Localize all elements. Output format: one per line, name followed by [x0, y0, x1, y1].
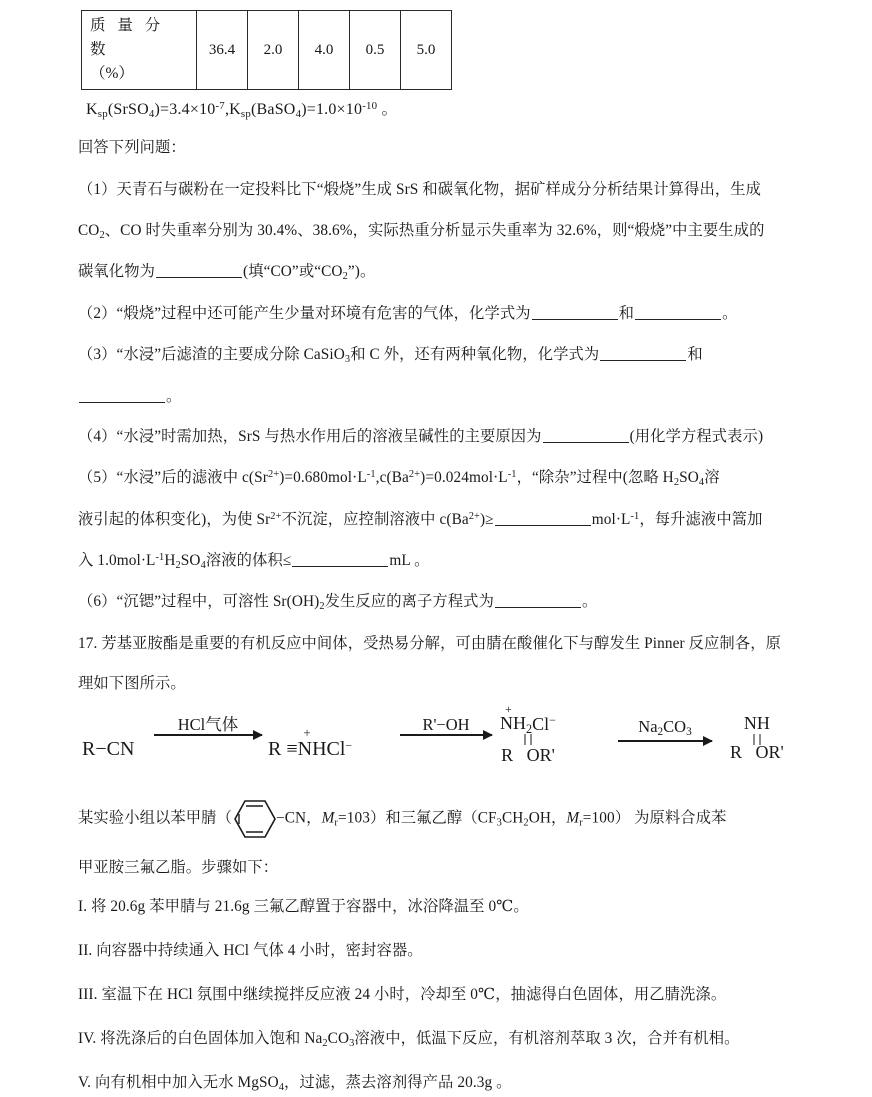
step-II-label: II. — [78, 942, 93, 960]
arrow3-na-sub: 2 — [657, 725, 664, 738]
product-top: NH — [743, 712, 770, 733]
arrow3-na: Na — [638, 716, 658, 736]
q1-line3-b: (填“CO”或“CO — [243, 263, 343, 281]
q3-text-a: （3）“水浸”后滤渣的主要成分除 CaSiO — [78, 345, 345, 363]
ksp-sr-exponent: -7 — [215, 99, 225, 112]
step-III-text: 室温下在 HCl 氛围中继续搅拌反应液 24 小时，冷却至 0℃，抽滤得白色固体，用乙腈洗涤。 — [101, 985, 727, 1003]
q6-text-a: （6）“沉锶”过程中，可溶性 Sr(OH) — [78, 593, 320, 611]
q5-l2-ba-ion: Ba — [451, 510, 469, 528]
scheme-minus-charge: − — [345, 737, 353, 752]
q5-text-d: =0.024mol·L — [425, 469, 508, 487]
product-bottom — [730, 743, 784, 762]
step-I-text: 将 20.6g 苯甲腈与 21.6g 三氟乙醇置于容器中，冰浴降温至 0℃。 — [91, 898, 529, 916]
mass-fraction-table — [81, 10, 452, 90]
species-3-r: R — [501, 745, 514, 766]
q5-l2-sr-charge: 2+ — [270, 510, 282, 522]
arrow-icon — [154, 734, 262, 736]
ksp-line: $K_{sp}(SrSO_4)=3.4\times 10^{-7},K_{sp}(BaSO_4)=1.0\times 10^{-10}$ 。 — [86, 99, 398, 121]
q1-co2-a: CO — [78, 221, 100, 239]
q5-l3-sub1: 2 — [175, 559, 181, 571]
scheme-intermediate: R ≡ + NHCl− — [268, 724, 353, 760]
product-structure — [730, 714, 784, 762]
arrow-icon — [400, 734, 492, 736]
scheme-arrow-2-label: R'−OH — [422, 714, 470, 734]
scheme-arrow-3 — [618, 718, 712, 742]
arrow-icon — [618, 740, 712, 742]
species-3-plus: + — [505, 702, 512, 717]
synthesis-text-a: 某实验小组以苯甲腈（ — [78, 809, 232, 827]
ksp-ba-exponent: -10 — [362, 99, 378, 112]
step-IV-text-a: 将洗涤后的白色固体加入饱和 Na — [100, 1029, 323, 1047]
table-header-cell — [82, 11, 197, 90]
synthesis-line-1 — [78, 798, 858, 840]
q5-l2-a: 液引起的体积变化)，为使 Sr — [78, 510, 271, 528]
species-3-nh-sub: 2 — [526, 721, 533, 736]
question-3-line-2 — [78, 385, 858, 410]
species-3-nh: NH — [500, 713, 526, 734]
q5-unit-sup-2: -1 — [507, 469, 517, 481]
table-header-line2: （%） — [90, 65, 134, 82]
double-bond-icon — [753, 734, 760, 745]
q1-co2-sub: 2 — [99, 229, 105, 241]
q5-l2-d: mol·L — [591, 510, 631, 528]
q5-l2-b: 不沉淀，应控制溶液中 c — [281, 510, 447, 528]
q1-line3-c: ”)。 — [347, 263, 376, 281]
product-or: OR' — [755, 741, 784, 762]
scheme-arrow-1-label: HCl气体 — [177, 714, 239, 734]
step-IV — [78, 1027, 858, 1053]
q2-text-c: 。 — [722, 305, 738, 323]
q5-sr-ion: Sr — [254, 469, 268, 487]
q6-text-b: 发生反应的离子方程式为 — [324, 593, 494, 611]
double-bond-icon — [524, 734, 531, 745]
q5-text-b: =0.680mol·L — [284, 469, 367, 487]
q6-text-c: 。 — [581, 593, 598, 611]
step-V-text-a: 向有机相中加入无水 MgSO — [95, 1074, 279, 1092]
synthesis-mr2-sub: r — [579, 817, 583, 829]
step-IV-label: IV. — [78, 1029, 97, 1047]
answer-blank-q1[interactable] — [156, 263, 242, 279]
ksp-sr-species-sub: 4 — [148, 108, 155, 121]
scheme-plus-charge: + — [303, 724, 311, 740]
step-IV-text-b: CO — [327, 1029, 350, 1047]
q5-l3-d: 溶液的体积≤ — [205, 551, 292, 569]
table-cell-value-3: 4.0 — [299, 11, 350, 90]
q5-l2-unit-sup: -1 — [630, 510, 640, 522]
q4-text-b: (用化学方程式表示) — [629, 428, 764, 446]
q5-ba-ion: Ba — [391, 469, 409, 487]
species-3-or: OR' — [526, 745, 555, 766]
q5-l3-sub2: 4 — [200, 559, 206, 571]
species-3-cl: Cl — [532, 713, 550, 734]
answer-blank-q2-1[interactable] — [532, 305, 618, 321]
q5-ba-charge: 2+ — [408, 469, 421, 481]
q5-l2-c: ≥ — [485, 510, 494, 528]
step-IV-text-c: 溶液中，低温下反应，有机溶剂萃取 3 次，合并有机相。 — [354, 1029, 740, 1047]
answer-blank-q3-1[interactable] — [600, 345, 686, 361]
q2-text-a: （2）“煅烧”过程中还可能产生少量对环境有危害的气体，化学式为 — [78, 305, 531, 323]
question-1-line-3 — [78, 260, 858, 286]
item-17-line-2: 理如下图所示。 — [78, 674, 186, 692]
synthesis-mr: M — [321, 809, 335, 827]
q5-l3-b: H — [164, 551, 176, 569]
arrow3-co-sub: 3 — [686, 725, 692, 738]
question-5-line-3 — [78, 549, 858, 575]
ksp-ba-species-sub: 4 — [295, 108, 302, 121]
question-3-line-1 — [78, 343, 858, 369]
question-5-line-1: （5）“水浸”后的滤液中 $c(Sr^{2+})=0.680mol\cdot L^{-1},c(Ba^{2+})=0.024mol\cdot L^{-1}$，“除杂”过程中(忽略 $H_2SO_4$溶 — [78, 469, 720, 489]
step-IV-sub1: 2 — [322, 1037, 328, 1049]
scheme-product — [730, 714, 784, 764]
q5-l2-e: ，每升滤液中篙加 — [639, 510, 763, 528]
q1-line2-rest: 、CO 时失重率分别为 30.4%、38.6%，实际热重分析显示失重率为 32.6%，则“煅烧”中主要生成的 — [104, 221, 765, 239]
synthesis-cn: −CN， — [275, 809, 322, 827]
q4-text-a: （4）“水浸”时需加热，SrS 与热水作用后的溶液呈碱性的主要原因为 — [78, 428, 542, 446]
scheme-arrow-3-label — [618, 718, 712, 739]
answer-blank-q5-1[interactable] — [495, 510, 591, 526]
table-cell-value-1: 36.4 — [197, 11, 248, 90]
scheme-species-3 — [500, 702, 556, 767]
scheme-arrow-1 — [154, 716, 262, 736]
table-cell-value-4: 0.5 — [350, 11, 401, 90]
q6-sroh2-sub: 2 — [319, 601, 325, 613]
arrow3-co: CO — [663, 716, 687, 736]
q3-text-c: 和 — [687, 345, 703, 363]
reaction-scheme-diagram — [82, 702, 858, 790]
q5-text-f: SO — [679, 469, 699, 487]
synthesis-text-b: CH — [501, 809, 524, 827]
ksp-ba-subscript: sp — [240, 108, 251, 121]
q1-line3-a: 碳氧化物为 — [78, 263, 155, 281]
ksp-ba-symbol: K — [229, 101, 241, 118]
q5-text-g: 溶 — [704, 469, 720, 487]
answer-blank-q3-2[interactable] — [79, 387, 165, 403]
synthesis-mr-sub: r — [334, 817, 338, 829]
species-3-minus: − — [549, 712, 556, 727]
q5-sr-charge: 2+ — [267, 469, 280, 481]
question-4 — [78, 425, 858, 450]
table-row — [82, 11, 452, 90]
species-3-structure — [500, 702, 556, 766]
step-I-label: I. — [78, 898, 88, 916]
synthesis-sub2: 2 — [523, 817, 529, 829]
synthesis-line-2: 甲亚胺三氟乙脂。步骤如下： — [78, 858, 279, 876]
q3-casio3-sub: 3 — [344, 353, 351, 365]
scheme-reactant: R−CN — [82, 737, 135, 760]
ksp-ba-value: )=1.0×10 — [301, 101, 363, 118]
ksp-sr-subscript: sp — [97, 108, 108, 121]
question-1-line-2 — [78, 219, 858, 245]
item-17-line-1: 17. 芳基亚胺酯是重要的有机反应中间体，受热易分解，可由腈在酸催化下与醇发生 Pinner 反应制各，原 — [78, 635, 782, 653]
answer-blank-q4[interactable] — [543, 428, 629, 444]
table-header-line1: 质 量 分 数 — [90, 16, 165, 58]
species-3-bottom — [500, 746, 556, 765]
synthesis-mr2-val: =100） — [582, 809, 631, 827]
q1-line3-sub: 2 — [342, 271, 348, 283]
scheme-arrow-2 — [400, 716, 492, 736]
step-V — [78, 1071, 858, 1097]
answer-prompt: 回答下列问题： — [78, 139, 186, 157]
question-1-line-1: （1）天青石与碳粉在一定投料比下“煅烧”生成 SrS 和碳氧化物，据矿样成分分析结果计算得出，生成 — [78, 180, 762, 198]
q5-l3-e: mL 。 — [389, 551, 430, 569]
table-cell-value-5: 5.0 — [401, 11, 452, 90]
synthesis-sub1: 3 — [496, 817, 502, 829]
step-V-text-b: ，过滤，蒸去溶剂得产品 20.3g 。 — [284, 1074, 512, 1092]
species-3-top — [500, 702, 556, 736]
q5-h2so4-sub1: 2 — [673, 477, 680, 489]
q5-l3-a: 入 1.0mol·L — [78, 551, 156, 569]
synthesis-text-c: OH， — [528, 809, 567, 827]
q3-text-d: 。 — [166, 387, 182, 405]
synthesis-mr2: M — [566, 809, 580, 827]
step-IV-sub2: 3 — [349, 1037, 355, 1049]
q5-l3-c: SO — [180, 551, 201, 569]
question-6 — [78, 590, 858, 616]
q5-text-a: （5）“水浸”后的滤液中 c — [78, 469, 249, 487]
answer-blank-q6[interactable] — [495, 593, 581, 609]
step-I — [78, 895, 858, 920]
step-III — [78, 983, 858, 1008]
table-cell-value-2: 2.0 — [248, 11, 299, 90]
answer-blank-q2-2[interactable] — [635, 305, 721, 321]
synthesis-text-d: 为原料合成苯 — [634, 809, 727, 827]
q5-l2-ba-charge: 2+ — [468, 510, 481, 522]
q5-text-c: ,c — [375, 469, 387, 487]
q5-text-e: ，“除杂”过程中(忽略 H — [516, 469, 674, 487]
question-5-line-2: 液引起的体积变化)，为使 $Sr^{2+}$不沉淀，应控制溶液中 $c(Ba^{2+})\ge mol\cdot L^{-1}$，每升滤液中篙加 — [78, 510, 763, 528]
step-II — [78, 939, 858, 964]
step-II-text: 向容器中持续通入 HCl 气体 4 小时，密封容器。 — [96, 942, 423, 960]
answer-blank-q5-2[interactable] — [292, 551, 388, 567]
ksp-sr-value: )=3.4×10 — [154, 101, 216, 118]
q2-text-b: 和 — [618, 305, 635, 323]
question-2 — [78, 302, 858, 327]
ksp-sr-species: (SrSO — [107, 101, 149, 118]
step-III-label: III. — [78, 985, 98, 1003]
q5-h2so4-sub2: 4 — [698, 477, 705, 489]
product-r: R — [730, 741, 743, 762]
synthesis-mr-val: =103）和三氟乙醇（CF — [337, 809, 497, 827]
ksp-sr-symbol: K — [86, 101, 98, 118]
step-V-sub: 4 — [278, 1082, 285, 1094]
q3-text-b: 和 C 外，还有两种氧化物，化学式为 — [350, 345, 600, 363]
step-V-label: V. — [78, 1074, 92, 1092]
benzene-ring-icon — [233, 798, 277, 840]
q5-unit-sup-1: -1 — [366, 469, 376, 481]
q5-l3-sup: -1 — [155, 551, 165, 563]
